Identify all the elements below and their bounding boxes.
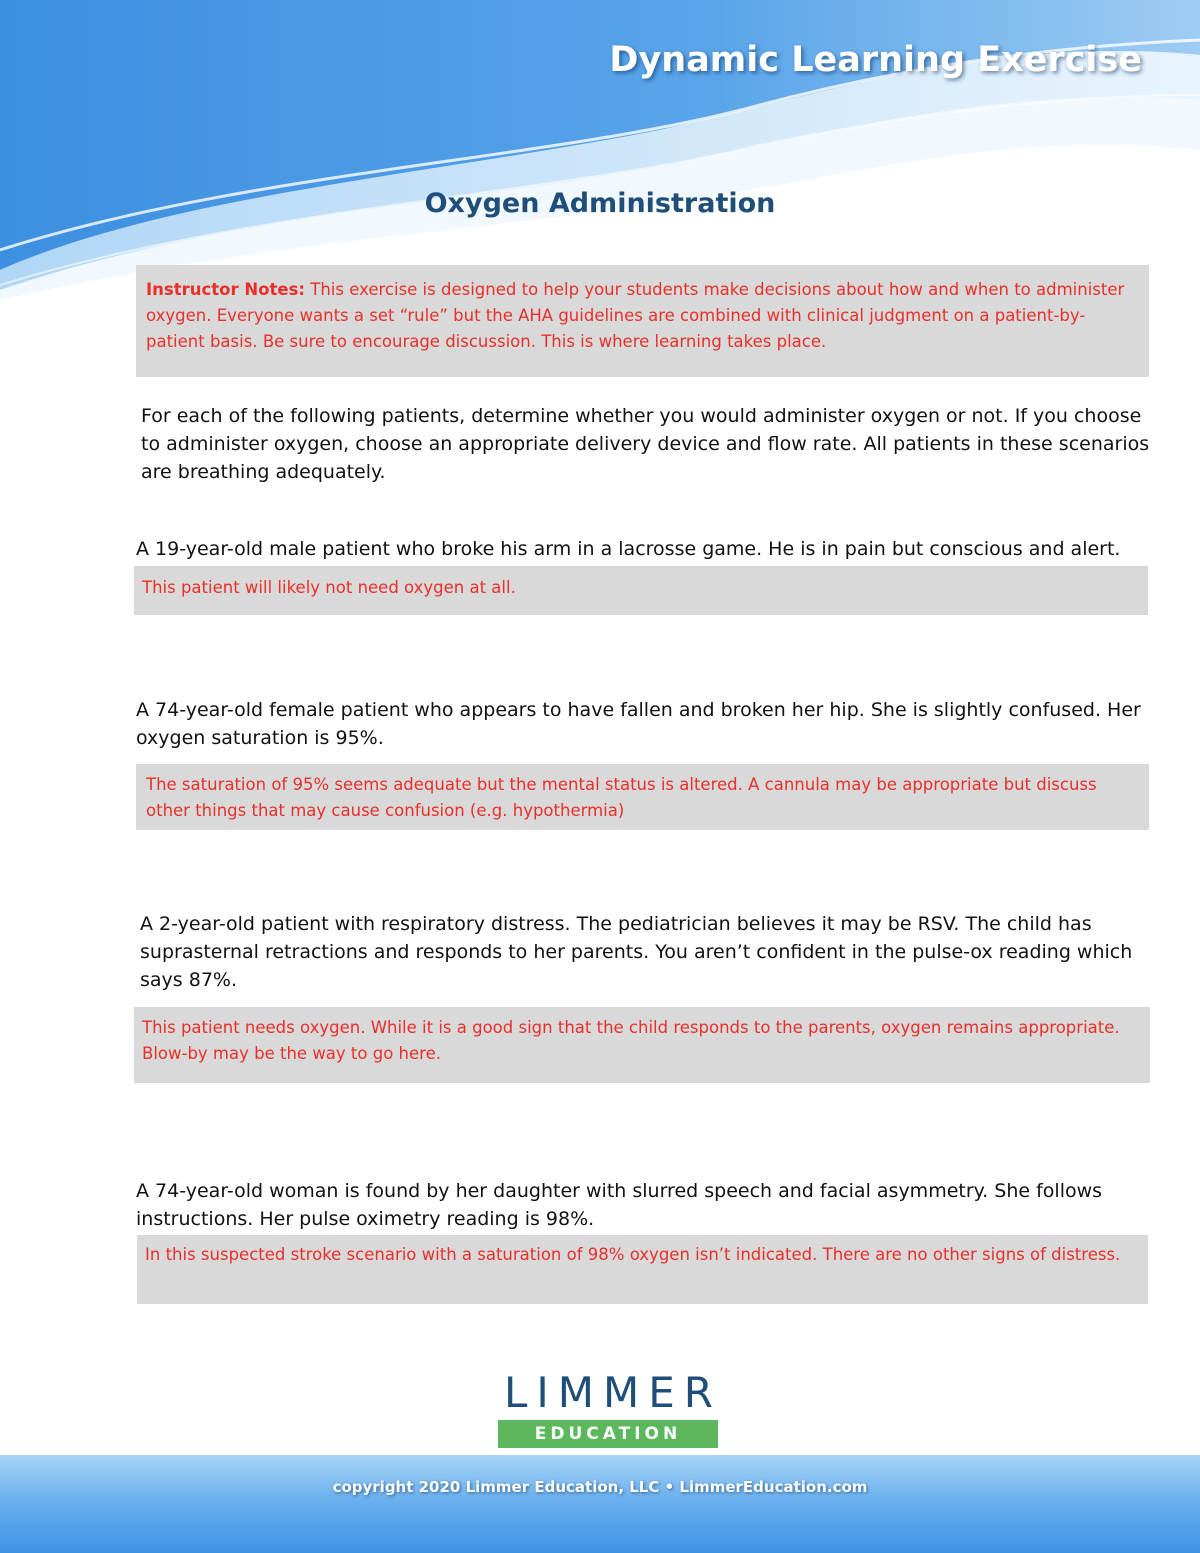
- footer-copyright: copyright 2020 Limmer Education, LLC • LimmerEducation.com: [332, 1478, 868, 1496]
- instructor-notes-text: This exercise is designed to help your students make decisions about how and when to administer oxygen. Everyone wants a set “rule” but the AHA guidelines are combined with clinical judgment on a patient-by-patient basis. Be sure to encourage discussion. This is where learning takes place.: [146, 280, 1125, 351]
- footer-band: [0, 1455, 1200, 1553]
- scenario-answer-box: [134, 566, 1148, 615]
- scenario-answer: In this suspected stroke scenario with a saturation of 98% oxygen isn’t indicated. There are no other signs of distress.: [145, 1245, 1121, 1264]
- scenario-answer: This patient will likely not need oxygen at all.: [142, 578, 516, 597]
- scenario-answer: This patient needs oxygen. While it is a good sign that the child responds to the parents, oxygen remains appropriate. Blow-by may be the way to go here.: [142, 1018, 1120, 1063]
- scenario-answer-box: [134, 1007, 1150, 1083]
- scenario-question: A 2-year-old patient with respiratory distress. The pediatrician believes it may be RSV. The child has suprasternal retractions and responds to her parents. You aren’t confident in the pulse-ox reading which says 87%.: [140, 913, 1133, 991]
- logo-wordmark: LIMMER: [504, 1368, 722, 1417]
- page-title: Oxygen Administration: [424, 188, 776, 219]
- instructions-text: For each of the following patients, determine whether you would administer oxygen or not. If you choose to administer oxygen, choose an appropriate delivery device and flow rate. All patients in these scenarios are breathing adequately.: [141, 405, 1150, 483]
- scenario-question: A 74-year-old female patient who appears to have fallen and broken her hip. She is slightly confused. Her oxygen saturation is 95%.: [136, 699, 1141, 749]
- limmer-education-logo: [498, 1368, 722, 1448]
- instructor-notes-label: Instructor Notes:: [146, 280, 306, 299]
- scenario-question: A 74-year-old woman is found by her daughter with slurred speech and facial asymmetry. She follows instructions. Her pulse oximetry reading is 98%.: [136, 1180, 1103, 1230]
- scenario-answer-box: [136, 764, 1149, 830]
- instructor-notes-box: [136, 265, 1149, 377]
- header-title: Dynamic Learning Exercise: [609, 40, 1142, 80]
- logo-tagline: EDUCATION: [498, 1420, 718, 1448]
- scenario-answer-box: [137, 1235, 1148, 1304]
- scenario-answer: The saturation of 95% seems adequate but the mental status is altered. A cannula may be appropriate but discuss other things that may cause confusion (e.g. hypothermia): [146, 775, 1097, 820]
- scenario-question: A 19-year-old male patient who broke his arm in a lacrosse game. He is in pain but conscious and alert.: [136, 538, 1121, 560]
